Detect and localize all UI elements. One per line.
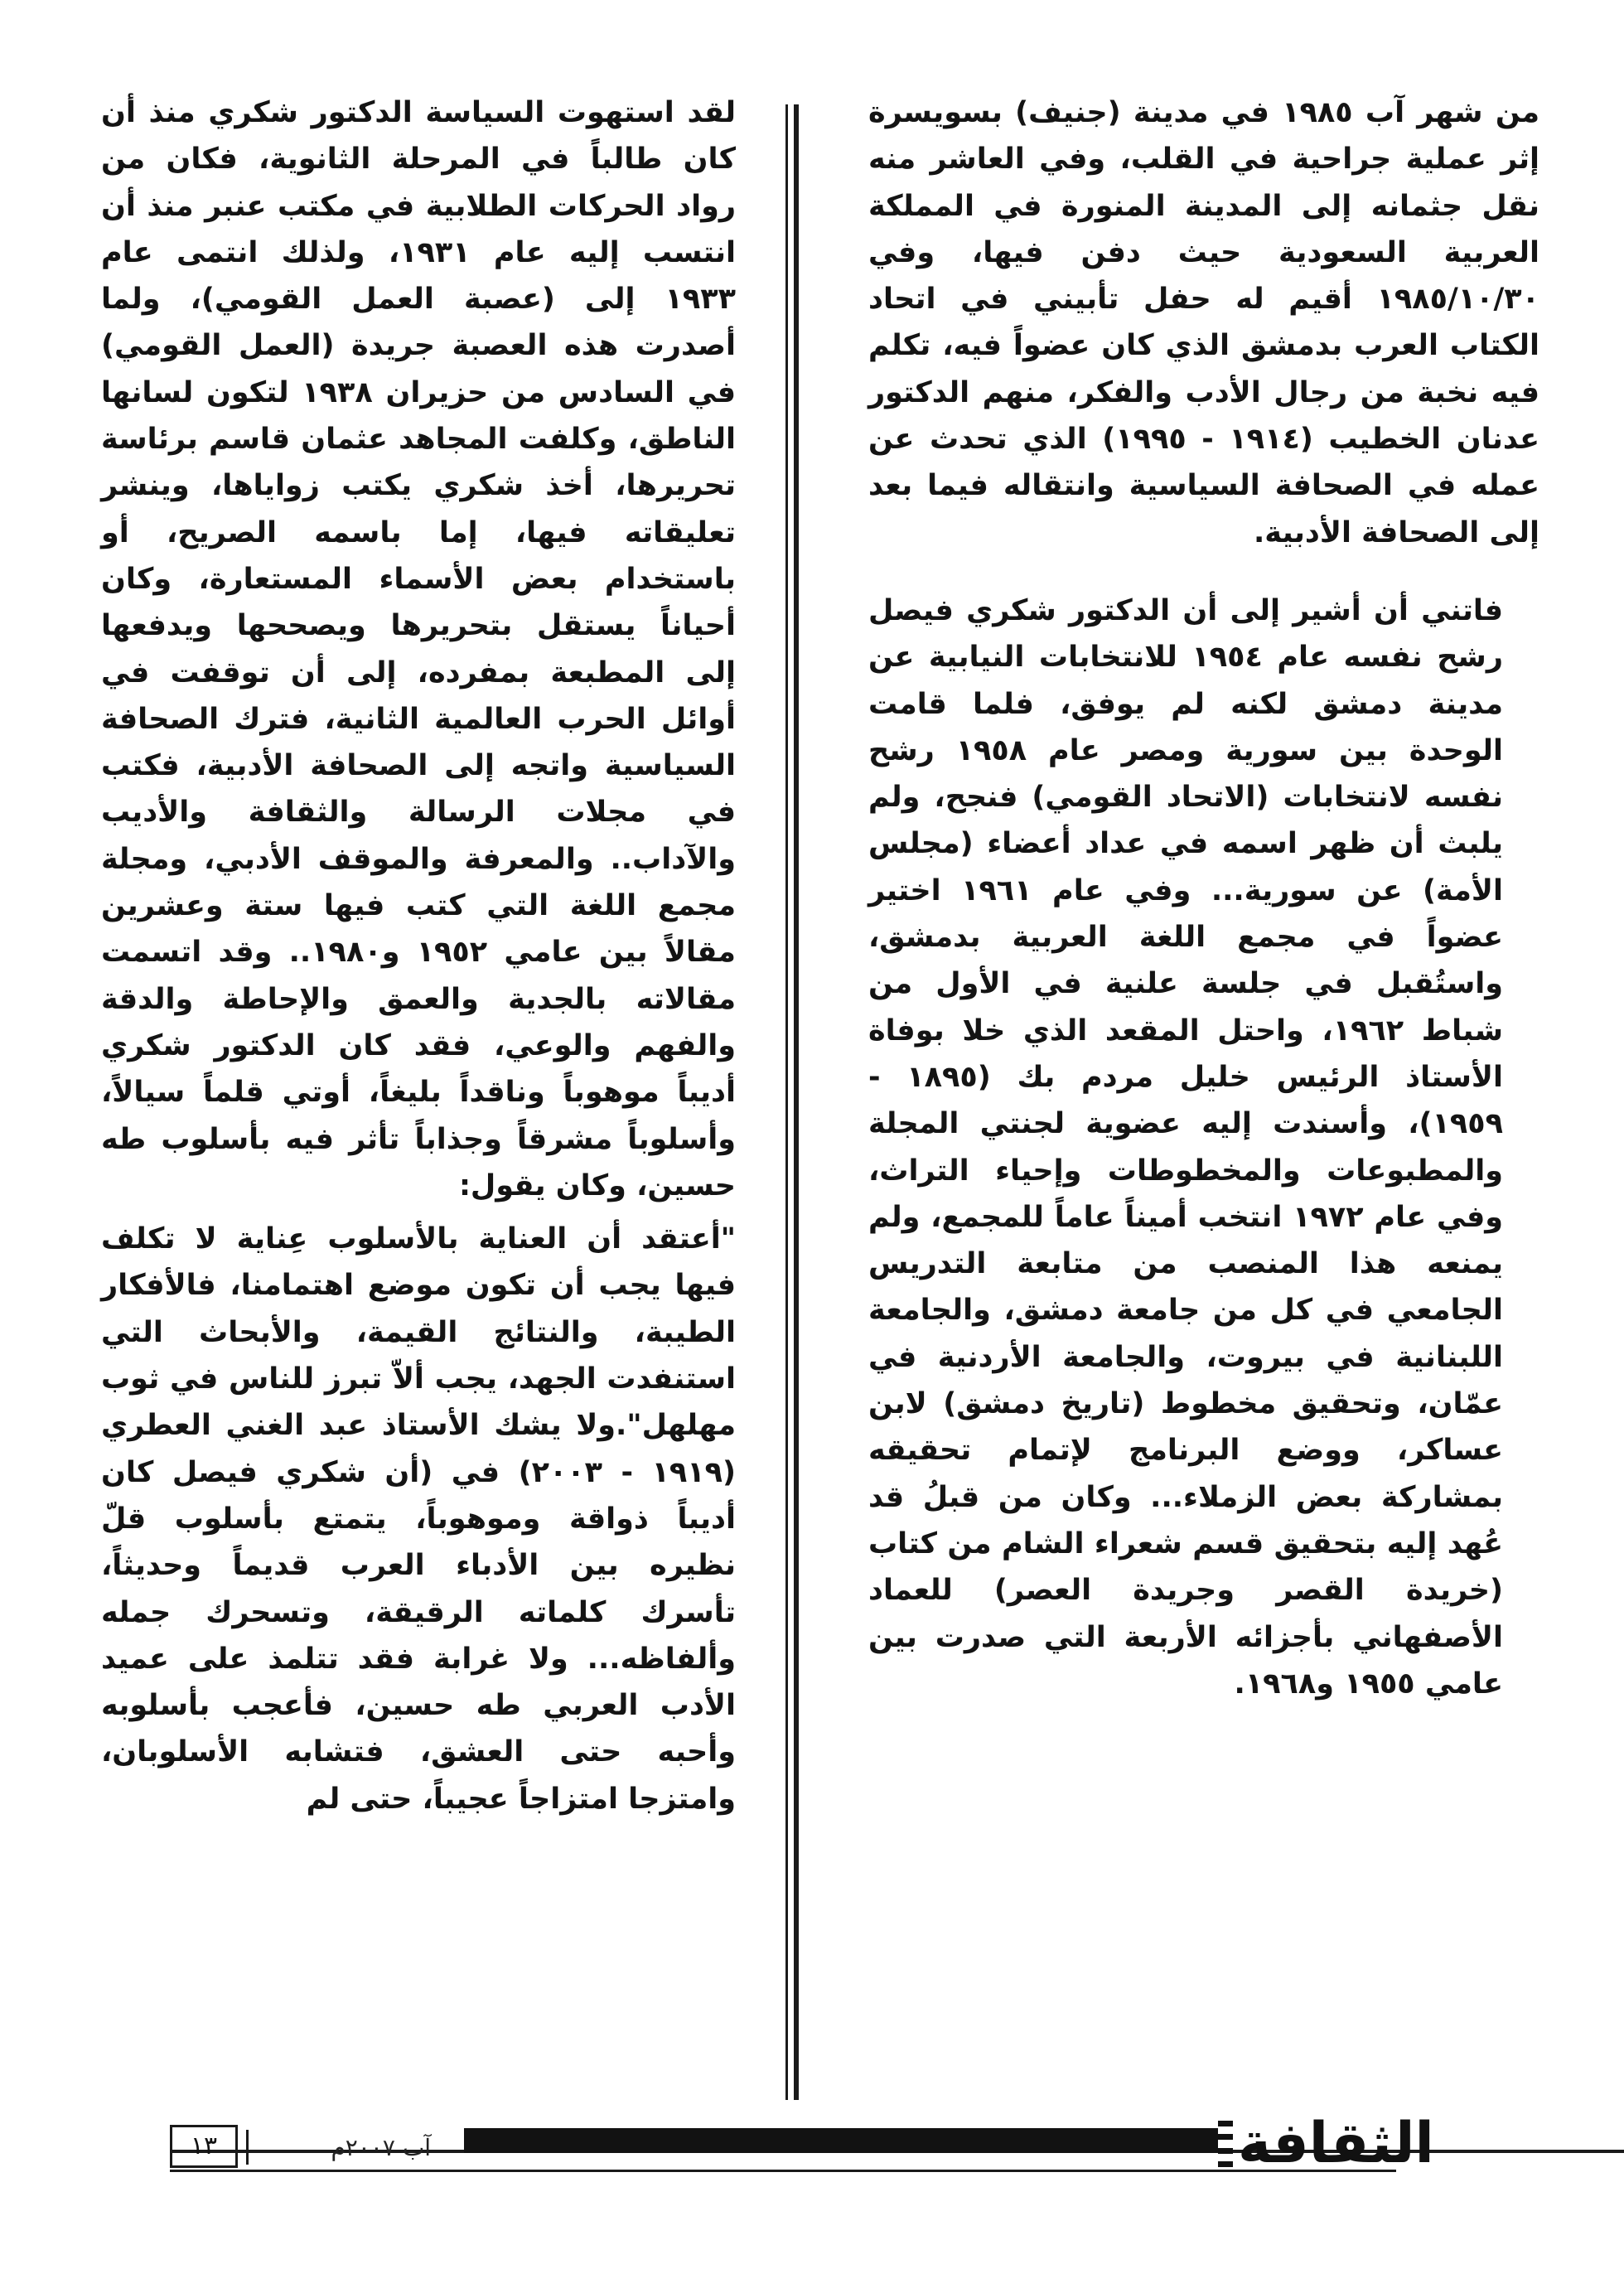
- magazine-logo: [1218, 2111, 1434, 2176]
- footer-black-bar: [464, 2128, 1218, 2153]
- article-column-right: [868, 90, 1539, 1707]
- column-divider: [785, 104, 799, 2100]
- page-number: ١٣: [170, 2125, 238, 2168]
- paragraph-left-1: لقد استهوت السياسة الدكتور شكري منذ أن كان طالباً في المرحلة الثانوية، فكان من رواد الحركات الطلابية في مكتب عنبر منذ أن انتسب إليه عام ١٩٣١، ولذلك انتمى عام ١٩٣٣ إلى (عصبة العمل القومي)، ولما أصدرت هذه العصبة جريدة (العمل القومي) في السادس من حزيران ١٩٣٨ لتكون لسانها الناطق، وكلفت المجاهد عثمان قاسم برئاسة تحريرها، أخذ شكري يكتب زواياها، وينشر تعليقاته فيها، إما باسمه الصريح، أو باستخدام بعض الأسماء المستعارة، وكان أحياناً يستقل بتحريرها ويصححها ويدفعها إلى المطبعة بمفرده، إلى أن توقفت في أوائل الحرب العالمية الثانية، فترك الصحافة السياسية واتجه إلى الصحافة الأدبية، فكتب في مجلات الرسالة والثقافة والأديب والآداب.. والمعرفة والموقف الأدبي، ومجلة مجمع اللغة التي كتب فيها ستة وعشرين مقالاً بين عامي ١٩٥٢ و١٩٨٠.. وقد اتسمت مقالاته بالجدية والعمق والإحاطة والدقة والفهم والوعي، فقد كان الدكتور شكري أديباً موهوباً وناقداً بليغاً، أوتي قلماً سيالاً، وأسلوباً مشرقاً وجذاباً تأثر فيه بأسلوب طه حسين، وكان يقول:: [101, 96, 736, 1202]
- paragraph-right-1: من شهر آب ١٩٨٥ في مدينة (جنيف) بسويسرة إثر عملية جراحية في القلب، وفي العاشر منه نقل جثمانه إلى المدينة المنورة في المملكة العربية السعودية حيث دفن فيها، وفي ١٩٨٥/١٠/٣٠ أقيم له حفل تأبيني في اتحاد الكتاب العرب بدمشق الذي كان عضواً فيه، تكلم فيه نخبة من رجال الأدب والفكر، منهم الدكتور عدنان الخطيب (١٩١٤ - ١٩٩٥) الذي تحدث عن عمله في الصحافة السياسية وانتقاله فيما بعد إلى الصحافة الأدبية.: [868, 96, 1540, 549]
- magazine-name: الثقافة: [1238, 2111, 1434, 2176]
- page-number-divider: [246, 2130, 249, 2165]
- paragraph-right-2: فاتني أن أشير إلى أن الدكتور شكري فيصل رشح نفسه عام ١٩٥٤ للانتخابات النيابية عن مدينة دمشق لكنه لم يوفق، فلما قامت الوحدة بين سورية ومصر عام ١٩٥٨ رشح نفسه لانتخابات (الاتحاد القومي) فنجح، ولم يلبث أن ظهر اسمه في عداد أعضاء (مجلس الأمة) عن سورية... وفي عام ١٩٦١ اختير عضواً في مجمع اللغة العربية بدمشق، واستُقبل في جلسة علنية في الأول من شباط ١٩٦٢، واحتل المقعد الذي خلا بوفاة الأستاذ الرئيس خليل مردم بك (١٨٩٥ - ١٩٥٩)، وأسندت إليه عضوية لجنتي المجلة والمطبوعات والمخطوطات وإحياء التراث، وفي عام ١٩٧٢ انتخب أميناً عاماً للمجمع، ولم يمنعه هذا المنصب من متابعة التدريس الجامعي في كل من جامعة دمشق، والجامعة اللبنانية في بيروت، والجامعة الأردنية في عمّان، وتحقيق مخطوط (تاريخ دمشق) لابن عساكر، ووضع البرنامج لإتمام تحقيقه بمشاركة بعض الزملاء... وكان من قبلُ قد عُهد إليه بتحقيق قسم شعراء الشام من كتاب (خريدة القصر وجريدة العصر) للعماد الأصفهاني بأجزائه الأربعة التي صدرت بين عامي ١٩٥٥ و١٩٦٨.: [868, 593, 1503, 1701]
- page-footer: [0, 2113, 1624, 2196]
- logo-stripes-icon: [1218, 2121, 1233, 2167]
- article-column-left: [101, 90, 772, 1822]
- paragraph-left-2: "أعتقد أن العناية بالأسلوب عِناية لا تكلف فيها يجب أن تكون موضع اهتمامنا، فالأفكار الطيبة، والنتائج القيمة، والأبحاث التي استنفدت الجهد، يجب ألاّ تبرز للناس في ثوب مهلهل".ولا يشك الأستاذ عبد الغني العطري (١٩١٩ - ٢٠٠٣) في (أن شكري فيصل كان أديباً ذواقة وموهوباً، يتمتع بأسلوب قلّ نظيره بين الأدباء العرب قديماً وحديثاً، تأسرك كلماته الرقيقة، وتسحرك جمله وألفاظه... ولا غرابة فقد تتلمذ على عميد الأدب العربي طه حسين، فأعجب بأسلوبه وأحبه حتى العشق، فتشابه الأسلوبان، وامتزجا امتزاجاً عجيباً، حتى لم: [101, 1222, 736, 1816]
- issue-date: آب ٢٠٠٧م: [331, 2134, 431, 2161]
- footer-rule-bottom: [170, 2170, 1396, 2172]
